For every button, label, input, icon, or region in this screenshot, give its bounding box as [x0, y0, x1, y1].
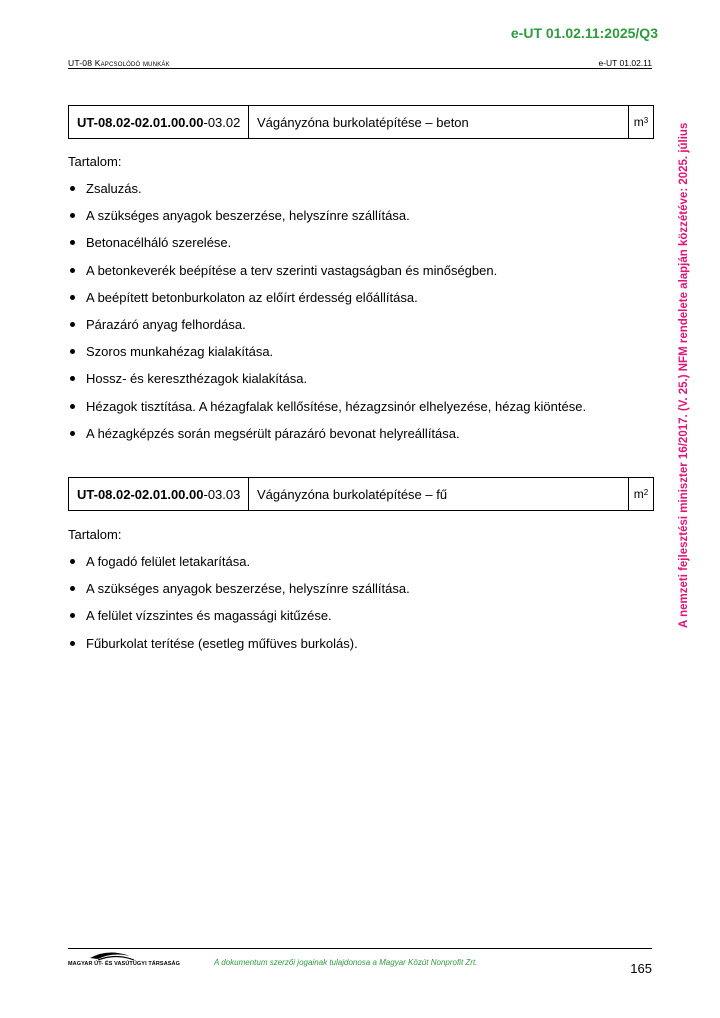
- item-code-cell: [69, 478, 249, 510]
- list-item-text: A beépített betonburkolaton az előírt érdesség előállítása.: [86, 289, 418, 305]
- list-item: [68, 235, 586, 262]
- content-label: Tartalom:: [68, 154, 122, 169]
- item-unit: [629, 106, 653, 138]
- item-title: Vágányzóna burkolatépítése – beton: [249, 106, 629, 138]
- bullet-icon: [70, 268, 75, 273]
- item-table-1: [68, 105, 654, 139]
- content-list-2: [68, 554, 410, 663]
- bullet-icon: [70, 586, 75, 591]
- bullet-icon: [70, 349, 75, 354]
- bullet-icon: [70, 376, 75, 381]
- copyright-note: A dokumentum szerzői jogainak tulajdonosa a Magyar Közút Nonprofit Zrt.: [214, 958, 478, 967]
- list-item-text: Párazáró anyag felhordása.: [86, 316, 246, 332]
- item-unit: [629, 478, 653, 510]
- footer-divider: [68, 948, 652, 949]
- list-item: [68, 290, 586, 317]
- item-code-cell: [69, 106, 249, 138]
- page-number: 165: [630, 961, 652, 976]
- bullet-icon: [70, 613, 75, 618]
- unit-exponent: 3: [643, 115, 649, 125]
- list-item: [68, 371, 586, 398]
- list-item: [68, 426, 586, 453]
- list-item-text: Hossz- és kereszthézagok kialakítása.: [86, 371, 308, 387]
- list-item-text: A betonkeverék beépítése a terv szerinti vastagságban és minőségben.: [86, 262, 498, 278]
- list-item-text: A fogadó felület letakarítása.: [86, 554, 251, 569]
- list-item-text: A felület vízszintes és magassági kitűzése.: [86, 608, 332, 624]
- list-item: [68, 208, 586, 235]
- content-label: Tartalom:: [68, 527, 122, 542]
- bullet-icon: [70, 559, 75, 564]
- list-item: [68, 181, 586, 208]
- bullet-icon: [70, 322, 75, 327]
- list-item-text: A szükséges anyagok beszerzése, helyszínre szállítása.: [86, 581, 410, 597]
- item-code-bold: UT-08.02-02.01.00.00: [77, 486, 204, 502]
- unit-exponent: 2: [643, 487, 649, 497]
- list-item: [68, 608, 410, 635]
- list-item-text: Szoros munkahézag kialakítása.: [86, 344, 274, 360]
- bullet-icon: [70, 186, 75, 191]
- bullet-icon: [70, 240, 75, 245]
- bullet-icon: [70, 295, 75, 300]
- list-item: [68, 581, 410, 608]
- list-item: [68, 636, 410, 663]
- unit-symbol: m: [633, 487, 644, 501]
- list-item-text: A hézagképzés során megsérült párazáró bevonat helyreállítása.: [86, 425, 460, 441]
- list-item-text: A szükséges anyagok beszerzése, helyszínre szállítása.: [86, 208, 410, 224]
- bullet-icon: [70, 404, 75, 409]
- content-list-1: [68, 181, 586, 453]
- list-item: [68, 344, 586, 371]
- list-item: [68, 263, 586, 290]
- bullet-icon: [70, 641, 75, 646]
- item-code-bold: UT-08.02-02.01.00.00: [77, 114, 204, 130]
- list-item-text: Zsaluzás.: [86, 181, 142, 196]
- item-code-suffix: -03.02: [203, 114, 241, 130]
- item-title: Vágányzóna burkolatépítése – fű: [249, 478, 629, 510]
- header-divider: [68, 68, 652, 69]
- section-prefix: UT-08: [68, 58, 93, 68]
- item-code-suffix: -03.03: [203, 486, 241, 502]
- list-item-text: Betonacélháló szerelése.: [86, 235, 232, 251]
- list-item-text: Fűburkolat terítése (esetleg műfüves burkolás).: [86, 635, 358, 651]
- list-item-text: Hézagok tisztítása. A hézagfalak kellősítése, hézagzsinór elhelyezése, hézag kiöntése.: [86, 398, 587, 414]
- section-title: Kapcsolódó munkák: [94, 58, 170, 68]
- bullet-icon: [70, 213, 75, 218]
- bullet-icon: [70, 431, 75, 436]
- unit-symbol: m: [633, 115, 644, 129]
- item-table-2: [68, 477, 654, 511]
- list-item: [68, 399, 586, 426]
- running-header-ref: e-UT 01.02.11: [598, 58, 652, 68]
- document-code: e-UT 01.02.11:2025/Q3: [510, 25, 658, 41]
- publication-side-note: A nemzeti fejlesztési miniszter 16/2017. (V. 25.) NFM rendelete alapján közzétéve: 2025. július: [678, 122, 690, 628]
- list-item: [68, 317, 586, 344]
- society-logo-text: MAGYAR ÚT- ÉS VASÚTÜGYI TÁRSASÁG: [68, 961, 180, 967]
- list-item: [68, 554, 410, 581]
- running-header-section: [68, 58, 170, 68]
